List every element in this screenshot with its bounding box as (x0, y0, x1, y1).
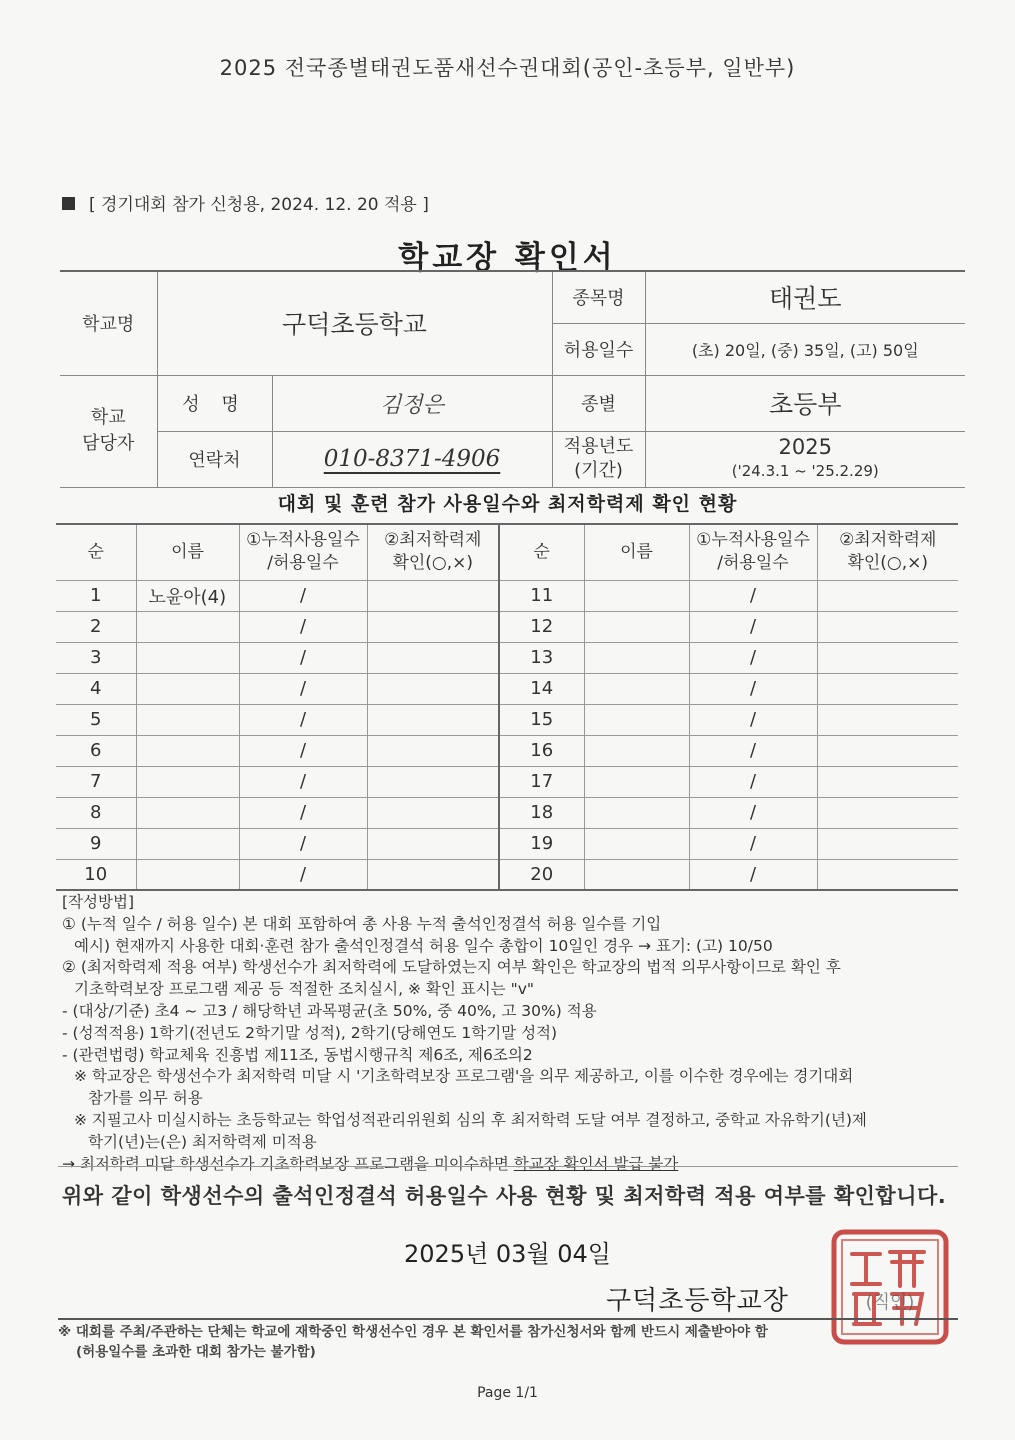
student-name (584, 673, 689, 704)
student-name (584, 859, 689, 890)
year-value: 2025 (778, 435, 832, 459)
student-name (136, 642, 239, 673)
check-cell (367, 735, 499, 766)
check-cell (367, 797, 499, 828)
days-cell: / (689, 673, 817, 704)
student-name: 노윤아(4) (136, 580, 239, 611)
footnote (58, 1322, 768, 1362)
usage-status-subtitle: 대회 및 훈련 참가 사용일수와 최저학력제 확인 현황 (277, 493, 738, 515)
division-value: 초등부 (645, 375, 965, 431)
table-row (56, 704, 958, 735)
instruction-line-5: - (대상/기준) 초4 ~ 고3 / 해당학년 과목평균(초 50%, 중 40%, 고 30%) 적용 (62, 1001, 597, 1020)
row-number: 5 (56, 704, 136, 735)
check-cell (817, 859, 958, 890)
check-cell (367, 766, 499, 797)
student-name (136, 673, 239, 704)
student-name (136, 859, 239, 890)
row-number: 10 (56, 859, 136, 890)
row-number: 20 (499, 859, 584, 890)
contact-phone-handwritten: 010-8371-4906 (323, 446, 501, 472)
instruction-line-6: - (성적적용) 1학기(전년도 2학기말 성적), 2학기(당해연도 1학기말 성적) (62, 1023, 558, 1042)
days-cell: / (239, 704, 367, 735)
student-name (136, 611, 239, 642)
student-name (584, 642, 689, 673)
instruction-line-12: → 최저학력 미달 학생선수가 기초학력보장 프로그램을 미이수하면 (62, 1154, 514, 1173)
page-number: Page 1/1 (477, 1385, 538, 1401)
student-name (584, 580, 689, 611)
days-cell: / (689, 580, 817, 611)
instruction-line-4: 기초학력보장 프로그램 제공 등 적절한 조치실시, ※ 확인 표시는 "v" (74, 980, 535, 999)
days-cell: / (239, 766, 367, 797)
row-number: 4 (56, 673, 136, 704)
principal-signature-line: 구덕초등학교장 (606, 1286, 789, 1316)
footnote-line-1: ※ 대회를 주최/주관하는 단체는 학교에 재학중인 학생선수인 경우 본 확인서를 참가신청서와 함께 반드시 제출받아야 함 (58, 1324, 768, 1340)
instruction-line-9: 참가를 의무 허용 (88, 1089, 203, 1108)
days-cell: / (239, 859, 367, 890)
competition-header: 2025 전국종별태권도품새선수권대회(공인-초등부, 일반부) (219, 56, 796, 80)
instructions-heading: [작성방법] (62, 893, 134, 911)
row-number: 12 (499, 611, 584, 642)
row-number: 14 (499, 673, 584, 704)
table-row (56, 859, 958, 890)
instruction-line-1: ① (누적 일수 / 허용 일수) 본 대회 포함하여 총 사용 누적 출석인정결석 허용 일수를 기입 (62, 914, 662, 933)
student-name (584, 611, 689, 642)
check-cell (367, 642, 499, 673)
notice-text: [ 경기대회 참가 신청용, 2024. 12. 20 적용 ] (89, 195, 429, 215)
col-days-header-right: ①누적사용일수 /허용일수 (689, 524, 817, 580)
row-number: 8 (56, 797, 136, 828)
divider (58, 1166, 958, 1167)
check-cell (817, 797, 958, 828)
row-number: 7 (56, 766, 136, 797)
check-cell (817, 735, 958, 766)
check-cell (367, 673, 499, 704)
days-cell: / (689, 611, 817, 642)
table-row (56, 797, 958, 828)
row-number: 18 (499, 797, 584, 828)
days-cell: / (689, 797, 817, 828)
student-name (584, 828, 689, 859)
school-label: 학교명 (60, 271, 157, 375)
table-row (56, 766, 958, 797)
footnote-line-2: (허용일수를 초과한 대회 참가는 불가함) (76, 1344, 316, 1360)
days-cell: / (689, 735, 817, 766)
event-value: 태권도 (645, 271, 965, 323)
table-row (56, 673, 958, 704)
days-cell: / (239, 735, 367, 766)
days-cell: / (239, 828, 367, 859)
allowed-days-value: (초) 20일, (중) 35일, (고) 50일 (645, 323, 965, 375)
row-number: 9 (56, 828, 136, 859)
square-bullet-icon (62, 197, 75, 210)
instruction-line-3: ② (최저학력제 적용 여부) 학생선수가 최저학력에 도달하였는지 여부 확인은 학교장의 법적 의무사항이므로 확인 후 (62, 958, 841, 977)
school-name: 구덕초등학교 (157, 271, 552, 375)
col-check-header: ②최저학력제 확인(○,×) (367, 524, 499, 580)
check-cell (817, 673, 958, 704)
instruction-line-12-underlined: 학교장 확인서 발급 불가 (513, 1154, 679, 1173)
check-cell (817, 611, 958, 642)
instruction-line-11: 학기(년)는(은) 최저학력제 미적용 (88, 1132, 317, 1151)
instruction-line-2: 예시) 현재까지 사용한 대회·훈련 참가 출석인정결석 허용 일수 총합이 10일인 경우 → 표기: (고) 10/50 (74, 936, 773, 955)
days-cell: / (239, 642, 367, 673)
row-number: 13 (499, 642, 584, 673)
check-cell (367, 611, 499, 642)
row-number: 19 (499, 828, 584, 859)
allowed-days-label: 허용일수 (552, 323, 645, 375)
check-cell (817, 704, 958, 735)
check-cell (817, 766, 958, 797)
notice-line (62, 190, 429, 215)
days-cell: / (239, 580, 367, 611)
col-no-header-right: 순 (499, 524, 584, 580)
contact-label: 연락처 (157, 431, 272, 487)
student-name (136, 766, 239, 797)
student-usage-table (56, 523, 958, 891)
check-cell (817, 828, 958, 859)
table-row (56, 828, 958, 859)
footer-divider (58, 1318, 958, 1320)
days-cell: / (689, 766, 817, 797)
instruction-line-10: ※ 지필고사 미실시하는 초등학교는 학업성적관리위원회 심의 후 최저학력 도달 여부 결정하고, 중학교 자유학기(년)제 (74, 1110, 867, 1129)
col-name-header-right: 이름 (584, 524, 689, 580)
check-cell (367, 580, 499, 611)
writing-instructions (62, 892, 962, 1175)
manager-label: 학교 담당자 (60, 375, 157, 487)
row-number: 15 (499, 704, 584, 735)
days-cell: / (689, 704, 817, 735)
days-cell: / (689, 828, 817, 859)
student-name (136, 797, 239, 828)
student-name (584, 797, 689, 828)
days-cell: / (239, 673, 367, 704)
days-cell: / (689, 859, 817, 890)
instruction-line-8: ※ 학교장은 학생선수가 최저학력 미달 시 '기초학력보장 프로그램'을 의무 제공하고, 이를 이수한 경우에는 경기대회 (74, 1067, 854, 1086)
col-check-header-right: ②최저학력제 확인(○,×) (817, 524, 958, 580)
table-row (56, 642, 958, 673)
student-name (584, 704, 689, 735)
student-name (584, 766, 689, 797)
check-cell (367, 704, 499, 735)
col-days-header: ①누적사용일수 /허용일수 (239, 524, 367, 580)
check-cell (367, 859, 499, 890)
table-row (56, 580, 958, 611)
division-label: 종별 (552, 375, 645, 431)
year-label: 적용년도 (기간) (552, 431, 645, 487)
row-number: 1 (56, 580, 136, 611)
col-name-header: 이름 (136, 524, 239, 580)
check-cell (367, 828, 499, 859)
event-label: 종목명 (552, 271, 645, 323)
student-name (136, 735, 239, 766)
row-number: 16 (499, 735, 584, 766)
row-number: 17 (499, 766, 584, 797)
student-name (136, 828, 239, 859)
instruction-line-7: - (관련법령) 학교체육 진흥법 제11조, 동법시행규칙 제6조, 제6조의2 (62, 1045, 533, 1064)
student-name (136, 704, 239, 735)
row-number: 6 (56, 735, 136, 766)
confirmation-statement: 위와 같이 학생선수의 출석인정결석 허용일수 사용 현황 및 최저학력 적용 여부를 확인합니다. (62, 1184, 947, 1208)
days-cell: / (239, 797, 367, 828)
seal-label: (직인) (865, 1292, 915, 1313)
days-cell: / (239, 611, 367, 642)
name-label: 성 명 (157, 375, 272, 431)
manager-name-handwritten: 김정은 (272, 375, 552, 431)
table-row (56, 735, 958, 766)
school-info-table (60, 270, 965, 488)
issue-date: 2025년 03월 04일 (404, 1240, 611, 1268)
table-row (56, 611, 958, 642)
col-no-header: 순 (56, 524, 136, 580)
days-cell: / (689, 642, 817, 673)
year-period: ('24.3.1 ~ '25.2.29) (731, 462, 879, 480)
check-cell (817, 580, 958, 611)
row-number: 11 (499, 580, 584, 611)
row-number: 3 (56, 642, 136, 673)
official-seal-stamp (830, 1228, 950, 1346)
row-number: 2 (56, 611, 136, 642)
check-cell (817, 642, 958, 673)
document-title: 학교장 확인서 (398, 240, 617, 276)
student-name (584, 735, 689, 766)
